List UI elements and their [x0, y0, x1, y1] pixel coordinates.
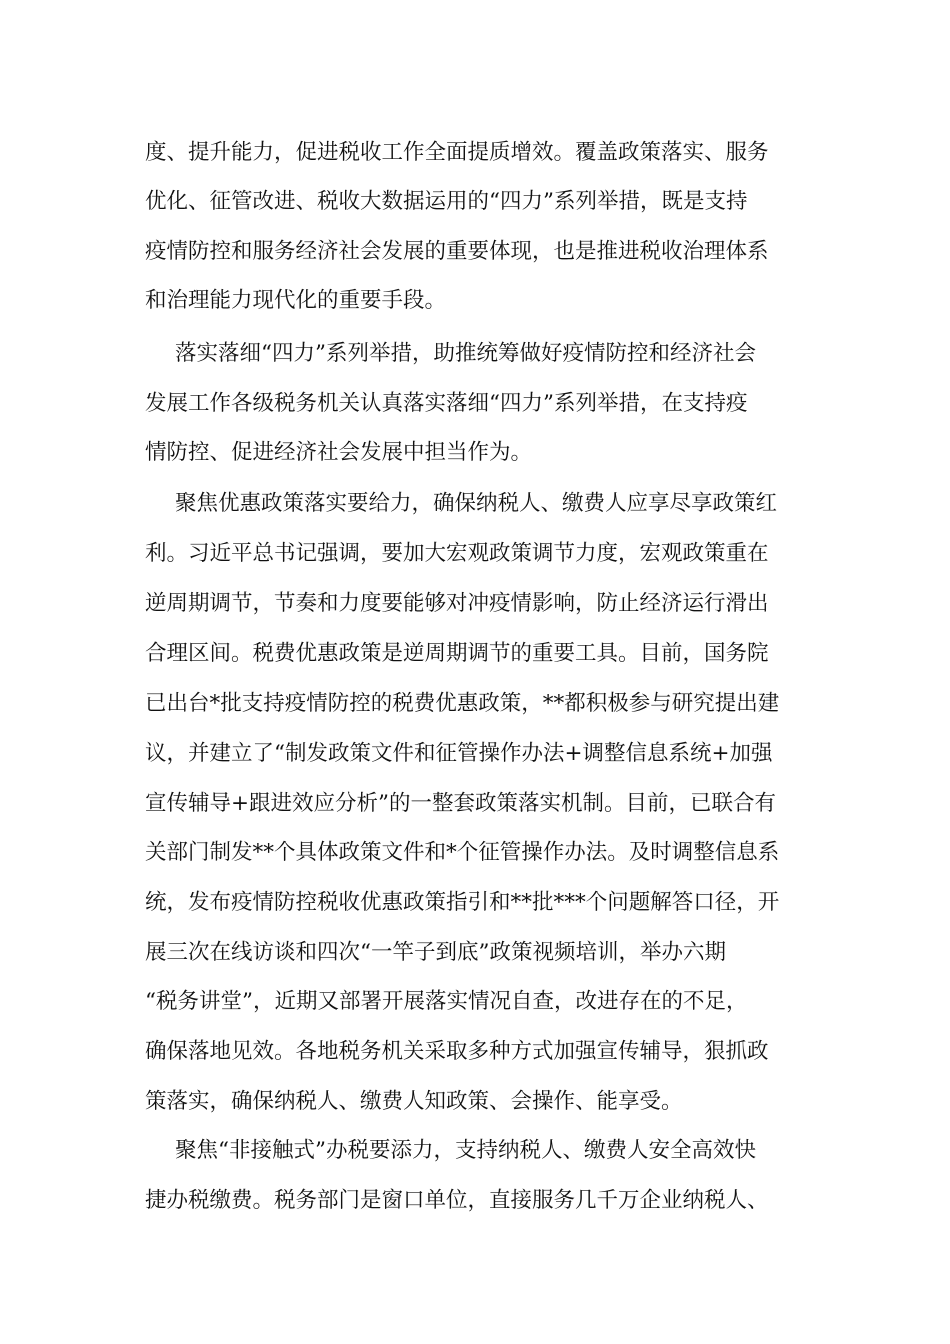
text-line: 聚焦“非接触式”办税要添力，支持纳税人、缴费人安全高效快: [175, 1138, 756, 1163]
text-line: 展三次在线访谈和四次“一竿子到底”政策视频培训，举办六期: [145, 940, 726, 965]
text-line: 度、提升能力，促进税收工作全面提质增效。覆盖政策落实、服务: [145, 140, 769, 165]
text-line: 统，发布疫情防控税收优惠政策指引和**批***个问题解答口径，开: [145, 890, 780, 915]
text-line: 优化、征管改进、税收大数据运用的“四力”系列举措，既是支持: [145, 189, 748, 214]
text-line: “税务讲堂”，近期又部署开展落实情况自查，改进存在的不足，: [145, 989, 748, 1014]
text-line: 情防控、促进经济社会发展中担当作为。: [145, 440, 533, 465]
text-line: 确保落地见效。各地税务机关采取多种方式加强宣传辅导，狠抓政: [145, 1039, 769, 1064]
text-line: 落实落细“四力”系列举措，助推统筹做好疫情防控和经济社会: [175, 341, 756, 366]
text-line: 疫情防控和服务经济社会发展的重要体现，也是推进税收治理体系: [145, 239, 769, 264]
text-line: 策落实，确保纳税人、缴费人知政策、会操作、能享受。: [145, 1089, 683, 1114]
text-line: 聚焦优惠政策落实要给力，确保纳税人、缴费人应享尽享政策红: [175, 491, 778, 516]
text-line: 关部门制发**个具体政策文件和*个征管操作办法。及时调整信息系: [145, 840, 780, 865]
text-line: 和治理能力现代化的重要手段。: [145, 288, 447, 313]
text-line: 合理区间。税费优惠政策是逆周期调节的重要工具。目前，国务院: [145, 641, 769, 666]
text-line: 逆周期调节，节奏和力度要能够对冲疫情影响，防止经济运行滑出: [145, 591, 769, 616]
text-line: 议，并建立了“制发政策文件和征管操作办法+调整信息系统+加强: [145, 741, 773, 766]
text-line: 捷办税缴费。税务部门是窗口单位，直接服务几千万企业纳税人、: [145, 1188, 769, 1213]
text-line: 发展工作各级税务机关认真落实落细“四力”系列举措，在支持疫: [145, 391, 748, 416]
text-line: 宣传辅导+跟进效应分析”的一整套政策落实机制。目前，已联合有: [145, 791, 777, 816]
text-line: 利。习近平总书记强调，要加大宏观政策调节力度，宏观政策重在: [145, 541, 769, 566]
text-line: 已出台*批支持疫情防控的税费优惠政策，**都积极参与研究提出建: [145, 691, 780, 716]
